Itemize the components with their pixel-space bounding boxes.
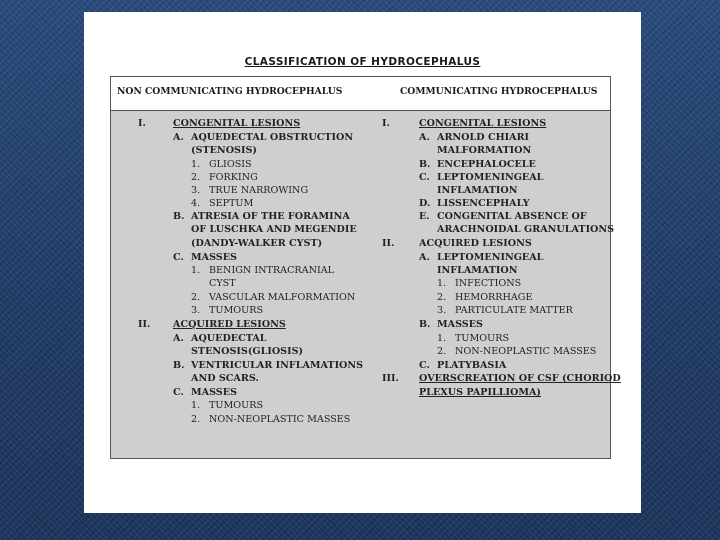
right-s2-a-label: A.: [419, 252, 430, 263]
left-s1-c-text: MASSES: [191, 252, 237, 263]
right-s1-c-label: C.: [419, 172, 430, 183]
left-s2-a-text: AQUEDECTAL: [191, 333, 267, 344]
left-s2-c2-num: 2.: [191, 414, 201, 425]
left-s1-a-label: A.: [173, 132, 184, 143]
right-s1-c-text2: INFLAMATION: [437, 185, 518, 196]
right-s2-a1-num: 1.: [437, 278, 447, 289]
left-s2-a-label: A.: [173, 333, 184, 344]
right-s1-e-text2: ARACHNOIDAL GRANULATIONS: [437, 224, 615, 235]
left-s1-b-text2: OF LUSCHKA AND MEGENDIE: [191, 224, 357, 235]
right-s2-a2: HEMORRHAGE: [455, 292, 533, 303]
right-s1-c-text: LEPTOMENINGEAL: [437, 172, 544, 183]
header-non-communicating: NON COMMUNICATING HYDROCEPHALUS: [117, 86, 343, 97]
right-s1-a-text2: MALFORMATION: [437, 145, 532, 156]
right-s1-a-label: A.: [419, 132, 430, 143]
left-s2-a-text2: STENOSIS(GLIOSIS): [191, 346, 304, 357]
left-s2-c-label: C.: [173, 387, 184, 398]
right-s1-d-label: D.: [419, 198, 431, 209]
left-s2-c-text: MASSES: [191, 387, 237, 398]
right-s2-b1-num: 1.: [437, 333, 447, 344]
right-s2-a2-num: 2.: [437, 292, 447, 303]
right-s3-heading: OVERSCREATION OF CSF (CHORIOD: [419, 373, 621, 384]
classification-table: [110, 76, 621, 459]
left-s1-b-text3: (DANDY-WALKER CYST): [191, 238, 323, 249]
left-s1-c3: TUMOURS: [209, 305, 264, 316]
right-s2-a3-num: 3.: [437, 305, 447, 316]
left-s1-a-text: AQUEDECTAL OBSTRUCTION: [191, 132, 354, 143]
left-s1-b-text: ATRESIA OF THE FORAMINA: [191, 211, 350, 222]
right-s2-b1: TUMOURS: [455, 333, 510, 344]
left-s2-b-text2: AND SCARS.: [191, 373, 259, 384]
right-s2-a3: PARTICULATE MATTER: [455, 305, 573, 316]
left-s1-a2-num: 2.: [191, 172, 201, 183]
left-s2-c1-num: 1.: [191, 400, 201, 411]
left-s2-c1: TUMOURS: [209, 400, 264, 411]
right-s3-num: III.: [382, 373, 399, 384]
left-s2-b-text: VENTRICULAR INFLAMATIONS: [191, 360, 364, 371]
right-s2-a1: INFECTIONS: [455, 278, 522, 289]
right-s2-b-label: B.: [419, 319, 431, 330]
left-s1-heading: CONGENITAL LESIONS: [173, 118, 301, 129]
left-s1-a3: TRUE NARROWING: [209, 185, 309, 196]
slide: [84, 12, 641, 513]
left-s1-c3-num: 3.: [191, 305, 201, 316]
left-s1-c1b: CYST: [209, 278, 236, 289]
right-s2-c-text: PLATYBASIA: [437, 360, 507, 371]
right-s1-b-label: B.: [419, 159, 431, 170]
right-s1-e-label: E.: [419, 211, 430, 222]
right-s1-num: I.: [382, 118, 390, 129]
left-s2-heading: ACQUIRED LESIONS: [173, 319, 286, 330]
right-s2-heading: ACQUIRED LESIONS: [419, 238, 532, 249]
left-s1-c-label: C.: [173, 252, 184, 263]
left-s2-c2: NON-NEOPLASTIC MASSES: [209, 414, 351, 425]
left-s1-c1: BENIGN INTRACRANIAL: [209, 265, 335, 276]
right-s2-a-text: LEPTOMENINGEAL: [437, 252, 544, 263]
left-s2-b-label: B.: [173, 360, 185, 371]
right-s2-c-label: C.: [419, 360, 430, 371]
right-s1-d-text: LISSENCEPHALY: [437, 198, 530, 209]
right-s2-b2-num: 2.: [437, 346, 447, 357]
header-communicating: COMMUNICATING HYDROCEPHALUS: [400, 86, 598, 97]
right-s2-b-text: MASSES: [437, 319, 483, 330]
right-s2-a-text2: INFLAMATION: [437, 265, 518, 276]
left-s1-a1-num: 1.: [191, 159, 201, 170]
slide-title: CLASSIFICATION OF HYDROCEPHALUS: [244, 56, 481, 68]
table-header-row: [111, 77, 610, 111]
left-s1-a-text2: (STENOSIS): [191, 145, 257, 156]
left-s1-a4-num: 4.: [191, 198, 201, 209]
left-s1-c1-num: 1.: [191, 265, 201, 276]
right-s2-b2: NON-NEOPLASTIC MASSES: [455, 346, 597, 357]
right-s1-heading: CONGENITAL LESIONS: [419, 118, 547, 129]
left-s1-a1: GLIOSIS: [209, 159, 252, 170]
right-s1-b-text: ENCEPHALOCELE: [437, 159, 536, 170]
left-s1-a2: FORKING: [209, 172, 258, 183]
left-s1-a4: SEPTUM: [209, 198, 254, 209]
left-s1-b-label: B.: [173, 211, 185, 222]
left-s1-c2: VASCULAR MALFORMATION: [209, 292, 356, 303]
left-s1-a3-num: 3.: [191, 185, 201, 196]
right-s3-heading2: PLEXUS PAPILLIOMA): [419, 387, 541, 398]
left-s1-num: I.: [138, 118, 146, 129]
right-s2-num: II.: [382, 238, 395, 249]
right-s1-a-text: ARNOLD CHIARI: [437, 132, 530, 143]
left-s1-c2-num: 2.: [191, 292, 201, 303]
right-s1-e-text: CONGENITAL ABSENCE OF: [437, 211, 587, 222]
left-s2-num: II.: [138, 319, 151, 330]
